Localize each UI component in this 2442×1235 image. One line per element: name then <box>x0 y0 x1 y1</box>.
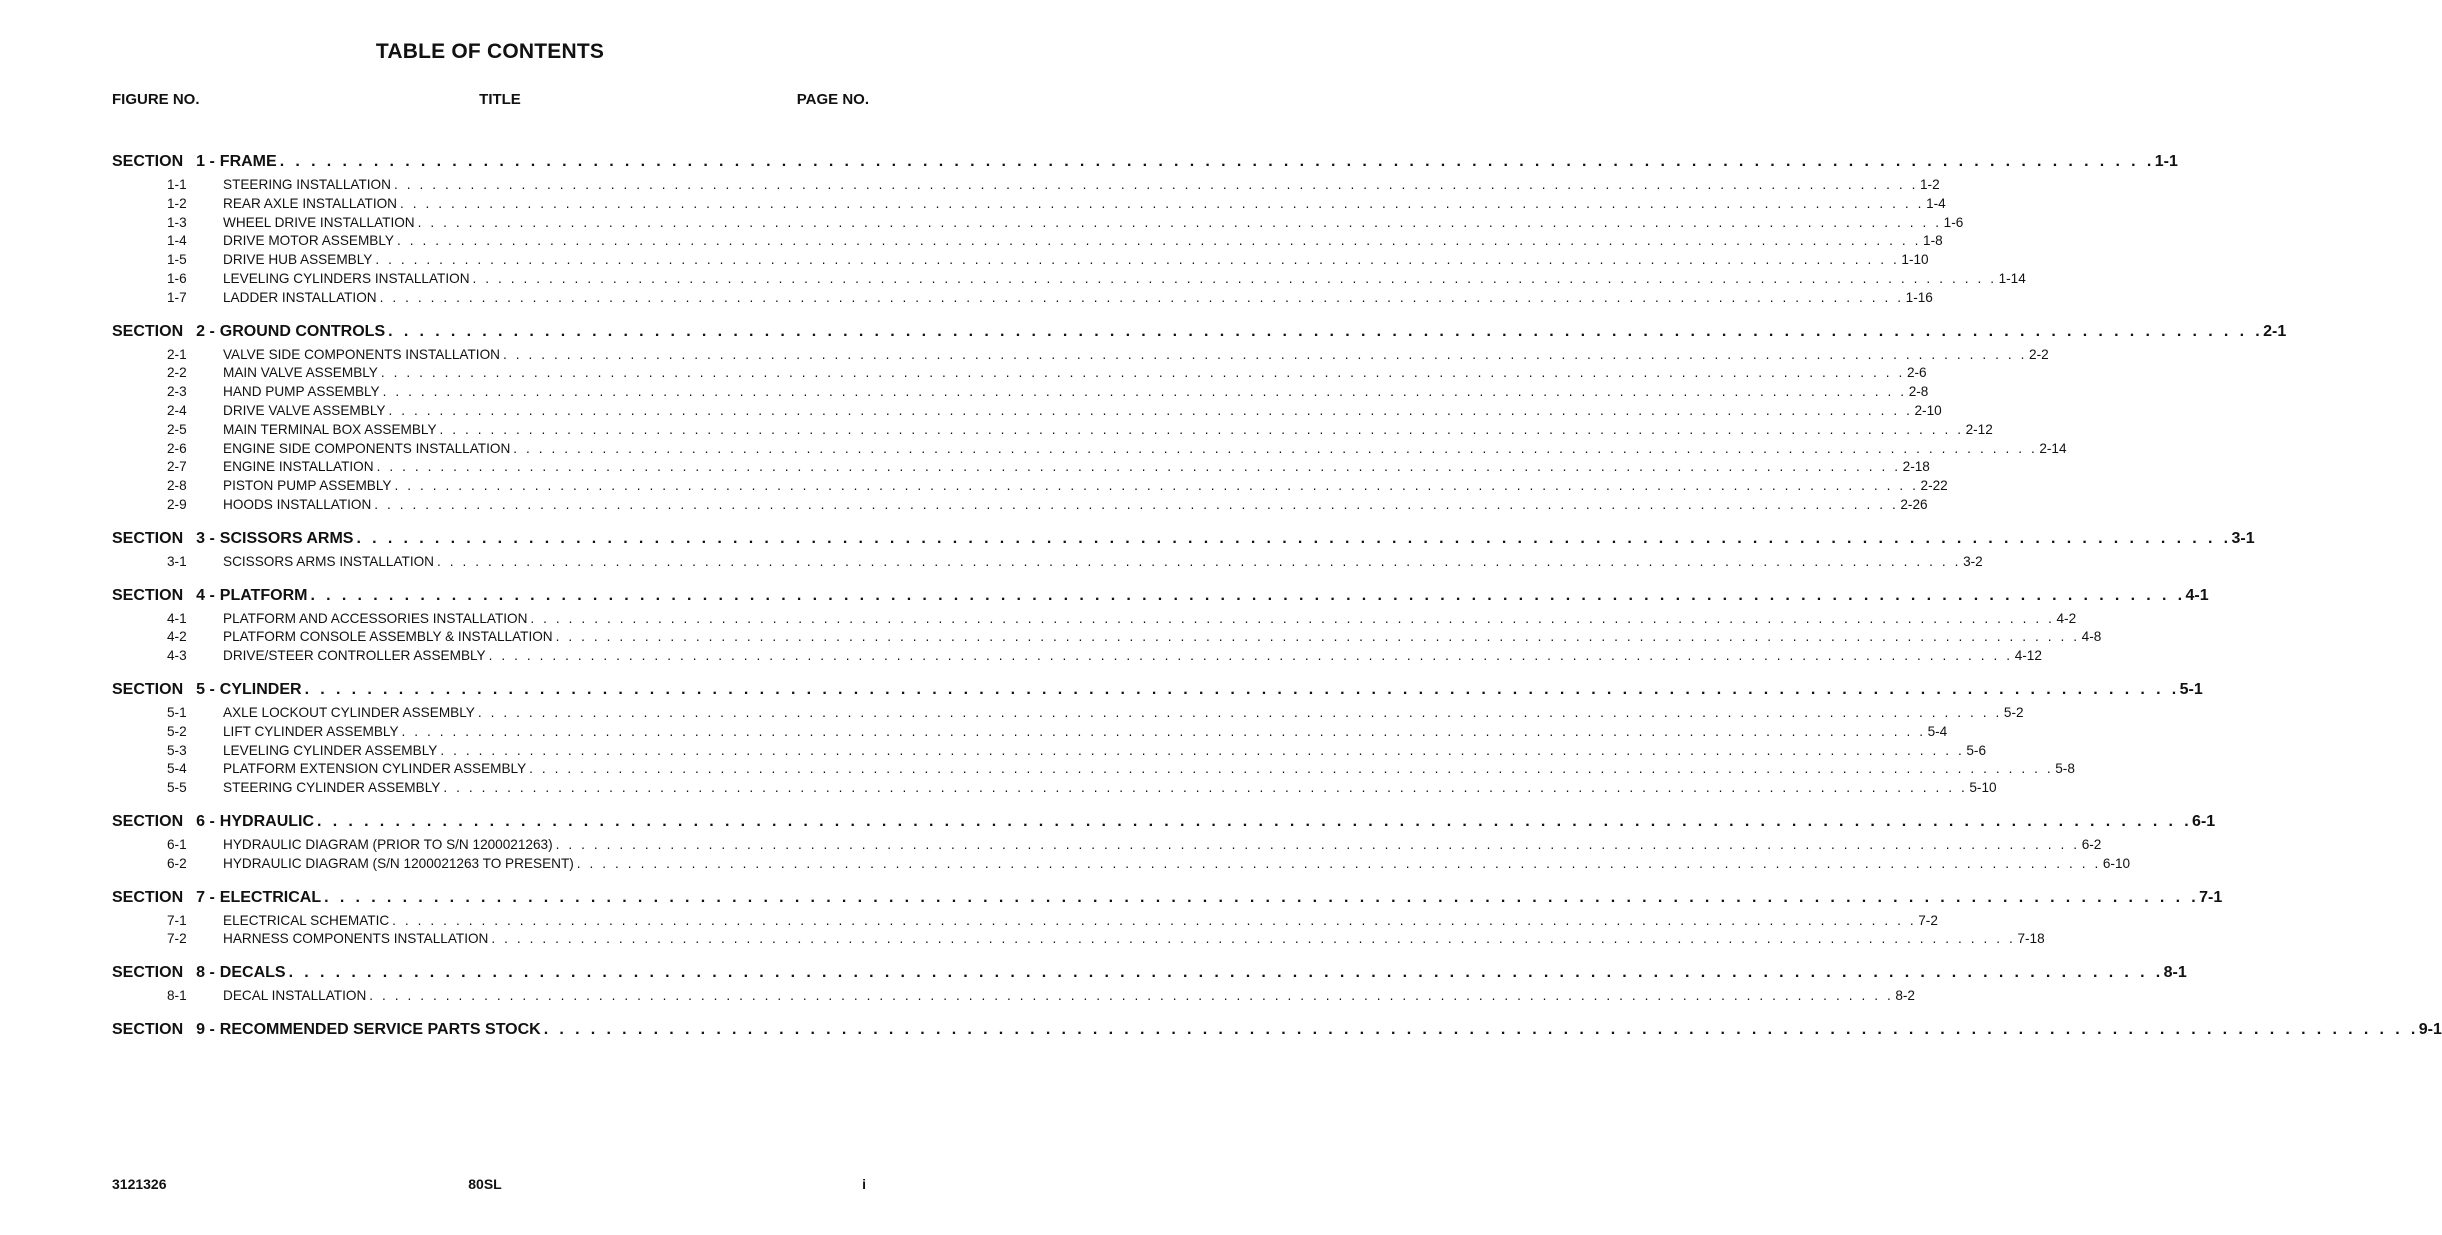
figure-number: 1-5 <box>167 252 187 268</box>
figure-title: PLATFORM AND ACCESSORIES INSTALLATION <box>223 610 528 626</box>
figure-page-number: 3-2 <box>1963 553 1983 569</box>
section-title: PLATFORM <box>219 586 308 604</box>
section-label: SECTION <box>112 888 184 906</box>
figure-title: ELECTRICAL SCHEMATIC <box>223 912 390 928</box>
section-page-number: 7-1 <box>2199 888 2223 906</box>
dot-leader: . . . . . . . . . . . . . . . . . . . . . . . . . . . . . . . . . . . . . . . . . . . . . . . . . . . . . . . . . . . . . . . . . . . . . . . . . . . . . . . . . . . . . . . . . . . . . . . . . . . . . . . . . . . . . . . . . . . . . . . . <box>396 233 1922 249</box>
section-number: 3 - <box>196 529 215 547</box>
figure-page-number: 1-2 <box>1920 177 1940 192</box>
toc-entry[interactable] <box>112 610 2077 629</box>
section-heading[interactable] <box>112 528 2255 550</box>
dot-leader: . . . . . . . . . . . . . . . . . . . . . . . . . . . . . . . . . . . . . . . . . . . . . . . . . . . . . . . . . . . . . . . . . . . . . . . . . . . . . . . . . . . . . . . . . . . . . . . . . . . . . . . . . . . . . . . . . . . . . . . . <box>356 529 2232 547</box>
section-number: 7 - <box>196 888 215 906</box>
figure-title: DRIVE/STEER CONTROLLER ASSEMBLY <box>223 648 486 664</box>
figure-title: DRIVE MOTOR ASSEMBLY <box>223 233 394 249</box>
figure-number: 4-1 <box>167 610 187 626</box>
dot-leader: . . . . . . . . . . . . . . . . . . . . . . . . . . . . . . . . . . . . . . . . . . . . . . . . . . . . . . . . . . . . . . . . . . . . . . . . . . . . . . . . . . . . . . . . . . . . . . . . . . . . . . . . . . . . . . . . . . . . . . . . <box>374 496 1899 512</box>
toc-entry[interactable] <box>112 383 1929 402</box>
figure-title: STEERING CYLINDER ASSEMBLY <box>223 780 441 796</box>
figure-title: STEERING INSTALLATION <box>223 177 391 192</box>
figure-number: 5-4 <box>167 761 187 777</box>
figure-page-number: 2-12 <box>1965 421 1993 437</box>
dot-leader: . . . . . . . . . . . . . . . . . . . . . . . . . . . . . . . . . . . . . . . . . . . . . . . . . . . . . . . . . . . . . . . . . . . . . . . . . . . . . . . . . . . . . . . . . . . . . . . . . . . . . . . . . . . . . . . . . . . . . . . . <box>477 704 2002 720</box>
figure-number: 2-9 <box>167 496 187 512</box>
section-page-number: 8-1 <box>2163 964 2187 982</box>
section-title: CYLINDER <box>219 680 302 698</box>
figure-page-number: 7-2 <box>1918 912 1938 928</box>
section-label: SECTION <box>112 1020 184 1038</box>
toc-entry[interactable] <box>112 251 1929 270</box>
figure-title: LADDER INSTALLATION <box>223 289 377 305</box>
figure-title: DRIVE VALVE ASSEMBLY <box>223 402 386 418</box>
section-page-number: 2-1 <box>2263 322 2287 340</box>
figure-title: LIFT CYLINDER ASSEMBLY <box>223 723 399 739</box>
toc-entry[interactable] <box>112 289 1933 308</box>
section-label: SECTION <box>112 586 184 604</box>
figure-number: 2-5 <box>167 421 187 437</box>
section-number: 1 - <box>196 153 215 170</box>
figure-page-number: 4-2 <box>2056 610 2077 626</box>
section-number: 6 - <box>196 812 215 830</box>
figure-page-number: 6-2 <box>2081 836 2102 852</box>
figure-number: 7-1 <box>167 912 187 928</box>
dot-leader: . . . . . . . . . . . . . . . . . . . . . . . . . . . . . . . . . . . . . . . . . . . . . . . . . . . . . . . . . . . . . . . . . . . . . . . . . . . . . . . . . . . . . . . . . . . . . . . . . . . . . . . . . . . . . . . . . . . . . . . . <box>440 742 1965 758</box>
section-title: ELECTRICAL <box>219 888 322 906</box>
section-heading[interactable] <box>112 962 2187 984</box>
section-label: SECTION <box>112 964 184 982</box>
dot-leader: . . . . . . . . . . . . . . . . . . . . . . . . . . . . . . . . . . . . . . . . . . . . . . . . . . . . . . . . . . . . . . . . . . . . . . . . . . . . . . . . . . . . . . . . . . . . . . . . . . . . . . . . . . . . . . . . . . . . . . . . <box>513 440 2038 456</box>
figure-title: PLATFORM CONSOLE ASSEMBLY & INSTALLATION <box>223 629 553 645</box>
figure-title: ENGINE SIDE COMPONENTS INSTALLATION <box>223 440 511 456</box>
figure-title: VALVE SIDE COMPONENTS INSTALLATION <box>223 346 500 362</box>
toc-entry[interactable] <box>112 723 1948 742</box>
section-label: SECTION <box>112 529 184 547</box>
toc-entry[interactable] <box>112 421 1993 440</box>
dot-leader: . . . . . . . . . . . . . . . . . . . . . . . . . . . . . . . . . . . . . . . . . . . . . . . . . . . . . . . . . . . . . . . . . . . . . . . . . . . . . . . . . . . . . . . . . . . . . . . . . . . . . . . . . . . . . . . . . . . . . . . . <box>543 1020 2419 1038</box>
figure-page-number: 2-18 <box>1902 459 1930 475</box>
figure-page-number: 2-2 <box>2029 346 2049 362</box>
dot-leader: . . . . . . . . . . . . . . . . . . . . . . . . . . . . . . . . . . . . . . . . . . . . . . . . . . . . . . . . . . . . . . . . . . . . . . . . . . . . . . . . . . . . . . . . . . . . . . . . . . . . . . . . . . . . . . . . . . . . . . . . <box>317 812 2193 830</box>
toc-entry[interactable] <box>112 912 1938 931</box>
toc-entry[interactable] <box>112 836 2102 855</box>
figure-title: DRIVE HUB ASSEMBLY <box>223 252 373 268</box>
toc-section <box>112 811 2216 874</box>
figure-title: HAND PUMP ASSEMBLY <box>223 384 380 400</box>
section-title: HYDRAULIC <box>219 812 315 830</box>
dot-leader: . . . . . . . . . . . . . . . . . . . . . . . . . . . . . . . . . . . . . . . . . . . . . . . . . . . . . . . . . . . . . . . . . . . . . . . . . . . . . . . . . . . . . . . . . . . . . . . . . . . . . . . . . . . . . . . . . . . . . . . . <box>417 214 1942 230</box>
dot-leader: . . . . . . . . . . . . . . . . . . . . . . . . . . . . . . . . . . . . . . . . . . . . . . . . . . . . . . . . . . . . . . . . . . . . . . . . . . . . . . . . . . . . . . . . . . . . . . . . . . . . . . . . . . . . . . . . . . . . . . . . <box>324 888 2200 906</box>
figure-page-number: 5-4 <box>1927 723 1948 739</box>
figure-title: SCISSORS ARMS INSTALLATION <box>223 553 435 569</box>
figure-number: 6-1 <box>167 836 187 852</box>
figure-page-number: 8-2 <box>1895 988 1915 1004</box>
toc-entry[interactable] <box>112 195 1946 214</box>
figure-page-number: 1-10 <box>1901 252 1929 268</box>
dot-leader: . . . . . . . . . . . . . . . . . . . . . . . . . . . . . . . . . . . . . . . . . . . . . . . . . . . . . . . . . . . . . . . . . . . . . . . . . . . . . . . . . . . . . . . . . . . . . . . . . . . . . . . . . . . . . . . . . . . . . . . . <box>388 322 2264 340</box>
dot-leader: . . . . . . . . . . . . . . . . . . . . . . . . . . . . . . . . . . . . . . . . . . . . . . . . . . . . . . . . . . . . . . . . . . . . . . . . . . . . . . . . . . . . . . . . . . . . . . . . . . . . . . . . . . . . . . . . . . . . . . . . <box>394 478 1919 494</box>
figure-title: MAIN VALVE ASSEMBLY <box>223 365 378 381</box>
figure-number: 4-2 <box>167 629 187 645</box>
figure-page-number: 2-26 <box>1900 496 1928 512</box>
figure-page-number: 1-6 <box>1943 214 1964 230</box>
section-page-number: 4-1 <box>2185 586 2209 604</box>
figure-number: 2-6 <box>167 440 187 456</box>
figure-number: 2-2 <box>167 365 187 381</box>
dot-leader: . . . . . . . . . . . . . . . . . . . . . . . . . . . . . . . . . . . . . . . . . . . . . . . . . . . . . . . . . . . . . . . . . . . . . . . . . . . . . . . . . . . . . . . . . . . . . . . . . . . . . . . . . . . . . . . . . . . . . . . . <box>376 459 1901 475</box>
column-header-page: PAGE NO. <box>796 91 869 108</box>
figure-number: 2-4 <box>167 402 187 418</box>
column-header-figure: FIGURE NO. <box>112 91 200 108</box>
section-number: 4 - <box>196 586 215 604</box>
dot-leader: . . . . . . . . . . . . . . . . . . . . . . . . . . . . . . . . . . . . . . . . . . . . . . . . . . . . . . . . . . . . . . . . . . . . . . . . . . . . . . . . . . . . . . . . . . . . . . . . . . . . . . . . . . . . . . . . . . . . . . . . <box>393 177 1918 192</box>
figure-title: ENGINE INSTALLATION <box>223 459 374 475</box>
dot-leader: . . . . . . . . . . . . . . . . . . . . . . . . . . . . . . . . . . . . . . . . . . . . . . . . . . . . . . . . . . . . . . . . . . . . . . . . . . . . . . . . . . . . . . . . . . . . . . . . . . . . . . . . . . . . . . . . . . . . . . . . <box>369 988 1894 1004</box>
toc-entry[interactable] <box>112 628 2102 647</box>
dot-leader: . . . . . . . . . . . . . . . . . . . . . . . . . . . . . . . . . . . . . . . . . . . . . . . . . . . . . . . . . . . . . . . . . . . . . . . . . . . . . . . . . . . . . . . . . . . . . . . . . . . . . . . . . . . . . . . . . . . . . . . . <box>491 931 2016 947</box>
section-title: DECALS <box>219 964 286 982</box>
footer-doc-number: 3121326 <box>112 1176 167 1192</box>
dot-leader: . . . . . . . . . . . . . . . . . . . . . . . . . . . . . . . . . . . . . . . . . . . . . . . . . . . . . . . . . . . . . . . . . . . . . . . . . . . . . . . . . . . . . . . . . . . . . . . . . . . . . . . . . . . . . . . . . . . . . . . . <box>439 421 1964 437</box>
section-heading[interactable] <box>112 585 2209 607</box>
figure-number: 1-7 <box>167 289 187 305</box>
figure-title: DECAL INSTALLATION <box>223 988 367 1004</box>
dot-leader: . . . . . . . . . . . . . . . . . . . . . . . . . . . . . . . . . . . . . . . . . . . . . . . . . . . . . . . . . . . . . . . . . . . . . . . . . . . . . . . . . . . . . . . . . . . . . . . . . . . . . . . . . . . . . . . . . . . . . . . . <box>380 365 1905 381</box>
section-number: 9 - <box>196 1020 215 1038</box>
dot-leader: . . . . . . . . . . . . . . . . . . . . . . . . . . . . . . . . . . . . . . . . . . . . . . . . . . . . . . . . . . . . . . . . . . . . . . . . . . . . . . . . . . . . . . . . . . . . . . . . . . . . . . . . . . . . . . . . . . . . . . . . <box>502 346 2028 362</box>
figure-page-number: 2-14 <box>2039 440 2067 456</box>
page-title: TABLE OF CONTENTS <box>375 40 605 63</box>
figure-page-number: 2-6 <box>1906 365 1927 381</box>
figure-number: 7-2 <box>167 931 187 947</box>
section-title: RECOMMENDED SERVICE PARTS STOCK <box>219 1020 541 1038</box>
figure-number: 2-7 <box>167 459 187 475</box>
toc-section <box>112 321 2287 515</box>
toc-entry[interactable] <box>112 553 1983 572</box>
section-title: GROUND CONTROLS <box>219 322 386 340</box>
figure-number: 1-2 <box>167 195 187 211</box>
section-number: 8 - <box>196 964 215 982</box>
section-number: 2 - <box>196 322 215 340</box>
toc-entry[interactable] <box>112 496 1928 515</box>
section-heading[interactable] <box>112 887 2223 909</box>
section-heading[interactable] <box>112 321 2287 343</box>
figure-number: 3-1 <box>167 553 187 569</box>
toc-section <box>112 1019 2442 1041</box>
dot-leader: . . . . . . . . . . . . . . . . . . . . . . . . . . . . . . . . . . . . . . . . . . . . . . . . . . . . . . . . . . . . . . . . . . . . . . . . . . . . . . . . . . . . . . . . . . . . . . . . . . . . . . . . . . . . . . . . . . . . . . . . <box>472 270 1997 286</box>
dot-leader: . . . . . . . . . . . . . . . . . . . . . . . . . . . . . . . . . . . . . . . . . . . . . . . . . . . . . . . . . . . . . . . . . . . . . . . . . . . . . . . . . . . . . . . . . . . . . . . . . . . . . . . . . . . . . . . . . . . . . . . . <box>382 384 1907 400</box>
section-label: SECTION <box>112 322 184 340</box>
toc-entry[interactable] <box>112 270 2026 289</box>
dot-leader: . . . . . . . . . . . . . . . . . . . . . . . . . . . . . . . . . . . . . . . . . . . . . . . . . . . . . . . . . . . . . . . . . . . . . . . . . . . . . . . . . . . . . . . . . . . . . . . . . . . . . . . . . . . . . . . . . . . . . . . . <box>304 680 2180 698</box>
figure-title: PISTON PUMP ASSEMBLY <box>223 478 392 494</box>
section-label: SECTION <box>112 812 184 830</box>
figure-number: 1-4 <box>167 233 187 249</box>
toc-section <box>112 962 2187 1006</box>
figure-title: PLATFORM EXTENSION CYLINDER ASSEMBLY <box>223 761 527 777</box>
toc-entry[interactable] <box>112 855 2131 874</box>
toc-entry[interactable] <box>112 364 1927 383</box>
figure-page-number: 4-12 <box>2014 648 2042 664</box>
figure-number: 5-1 <box>167 704 187 720</box>
figure-number: 5-3 <box>167 742 187 758</box>
figure-number: 1-3 <box>167 214 187 230</box>
dot-leader: . . . . . . . . . . . . . . . . . . . . . . . . . . . . . . . . . . . . . . . . . . . . . . . . . . . . . . . . . . . . . . . . . . . . . . . . . . . . . . . . . . . . . . . . . . . . . . . . . . . . . . . . . . . . . . . . . . . . . . . . <box>443 780 1968 796</box>
section-number: 5 - <box>196 680 215 698</box>
dot-leader: . . . . . . . . . . . . . . . . . . . . . . . . . . . . . . . . . . . . . . . . . . . . . . . . . . . . . . . . . . . . . . . . . . . . . . . . . . . . . . . . . . . . . . . . . . . . . . . . . . . . . . . . . . . . . . . . . . . . . . . . <box>392 912 1917 928</box>
figure-page-number: 7-18 <box>2017 931 2045 947</box>
toc-section <box>112 528 2255 572</box>
toc-entry[interactable] <box>112 779 1997 798</box>
dot-leader: . . . . . . . . . . . . . . . . . . . . . . . . . . . . . . . . . . . . . . . . . . . . . . . . . . . . . . . . . . . . . . . . . . . . . . . . . . . . . . . . . . . . . . . . . . . . . . . . . . . . . . . . . . . . . . . . . . . . . . . . <box>400 195 1925 211</box>
toc-entry[interactable] <box>112 214 1964 233</box>
figure-page-number: 6-10 <box>2102 855 2131 871</box>
figure-page-number: 5-10 <box>1969 780 1997 796</box>
toc-list <box>112 151 2442 1054</box>
dot-leader: . . . . . . . . . . . . . . . . . . . . . . . . . . . . . . . . . . . . . . . . . . . . . . . . . . . . . . . . . . . . . . . . . . . . . . . . . . . . . . . . . . . . . . . . . . . . . . . . . . . . . . . . . . . . . . . . . . . . . . . . <box>488 648 2013 664</box>
toc-entry[interactable] <box>112 930 2045 949</box>
figure-number: 8-1 <box>167 988 187 1004</box>
figure-number: 5-5 <box>167 780 187 796</box>
figure-number: 2-8 <box>167 478 187 494</box>
footer-model: 80SL <box>468 1176 502 1192</box>
figure-page-number: 1-14 <box>1998 270 2026 286</box>
dot-leader: . . . . . . . . . . . . . . . . . . . . . . . . . . . . . . . . . . . . . . . . . . . . . . . . . . . . . . . . . . . . . . . . . . . . . . . . . . . . . . . . . . . . . . . . . . . . . . . . . . . . . . . . . . . . . . . . . . . . . . . . <box>388 402 1913 418</box>
section-page-number: 1-1 <box>2154 153 2178 170</box>
toc-entry[interactable] <box>112 346 2049 365</box>
figure-title: WHEEL DRIVE INSTALLATION <box>223 214 415 230</box>
toc-entry[interactable] <box>112 704 2024 723</box>
toc-entry[interactable] <box>112 477 1948 496</box>
section-page-number: 3-1 <box>2231 529 2255 547</box>
column-header-title: TITLE <box>479 91 521 108</box>
figure-page-number: 1-16 <box>1905 289 1933 305</box>
figure-number: 5-2 <box>167 723 187 739</box>
toc-section <box>112 679 2203 798</box>
dot-leader: . . . . . . . . . . . . . . . . . . . . . . . . . . . . . . . . . . . . . . . . . . . . . . . . . . . . . . . . . . . . . . . . . . . . . . . . . . . . . . . . . . . . . . . . . . . . . . . . . . . . . . . . . . . . . . . . . . . . . . . . <box>310 586 2186 604</box>
toc-entry[interactable] <box>112 176 1940 195</box>
toc-entry[interactable] <box>112 458 1930 477</box>
figure-title: REAR AXLE INSTALLATION <box>223 195 398 211</box>
figure-page-number: 1-4 <box>1926 195 1946 211</box>
dot-leader: . . . . . . . . . . . . . . . . . . . . . . . . . . . . . . . . . . . . . . . . . . . . . . . . . . . . . . . . . . . . . . . . . . . . . . . . . . . . . . . . . . . . . . . . . . . . . . . . . . . . . . . . . . . . . . . . . . . . . . . . <box>555 836 2080 852</box>
figure-title: HYDRAULIC DIAGRAM (PRIOR TO S/N 1200021263) <box>223 836 553 852</box>
figure-number: 4-3 <box>167 648 187 664</box>
toc-entry[interactable] <box>112 402 1942 421</box>
dot-leader: . . . . . . . . . . . . . . . . . . . . . . . . . . . . . . . . . . . . . . . . . . . . . . . . . . . . . . . . . . . . . . . . . . . . . . . . . . . . . . . . . . . . . . . . . . . . . . . . . . . . . . . . . . . . . . . . . . . . . . . . <box>529 761 2054 777</box>
toc-entry[interactable] <box>112 232 1943 251</box>
toc-entry[interactable] <box>112 742 1987 761</box>
dot-leader: . . . . . . . . . . . . . . . . . . . . . . . . . . . . . . . . . . . . . . . . . . . . . . . . . . . . . . . . . . . . . . . . . . . . . . . . . . . . . . . . . . . . . . . . . . . . . . . . . . . . . . . . . . . . . . . . . . . . . . . . <box>288 964 2164 982</box>
figure-title: AXLE LOCKOUT CYLINDER ASSEMBLY <box>223 704 475 720</box>
figure-page-number: 2-8 <box>1908 384 1929 400</box>
figure-title: HYDRAULIC DIAGRAM (S/N 1200021263 TO PRESENT) <box>223 855 574 871</box>
figure-page-number: 1-8 <box>1923 233 1943 249</box>
dot-leader: . . . . . . . . . . . . . . . . . . . . . . . . . . . . . . . . . . . . . . . . . . . . . . . . . . . . . . . . . . . . . . . . . . . . . . . . . . . . . . . . . . . . . . . . . . . . . . . . . . . . . . . . . . . . . . . . . . . . . . . . <box>530 610 2055 626</box>
figure-number: 2-1 <box>167 346 187 362</box>
dot-leader: . . . . . . . . . . . . . . . . . . . . . . . . . . . . . . . . . . . . . . . . . . . . . . . . . . . . . . . . . . . . . . . . . . . . . . . . . . . . . . . . . . . . . . . . . . . . . . . . . . . . . . . . . . . . . . . . . . . . . . . . <box>379 289 1904 305</box>
section-heading[interactable] <box>112 1019 2442 1041</box>
figure-page-number: 4-8 <box>2081 629 2102 645</box>
dot-leader: . . . . . . . . . . . . . . . . . . . . . . . . . . . . . . . . . . . . . . . . . . . . . . . . . . . . . . . . . . . . . . . . . . . . . . . . . . . . . . . . . . . . . . . . . . . . . . . . . . . . . . . . . . . . . . . . . . . . . . . . <box>279 153 2155 170</box>
section-page-number: 9-1 <box>2418 1020 2442 1038</box>
figure-title: HOODS INSTALLATION <box>223 496 372 512</box>
section-label: SECTION <box>112 680 184 698</box>
figure-number: 2-3 <box>167 384 187 400</box>
figure-number: 6-2 <box>167 855 187 871</box>
toc-entry[interactable] <box>112 440 2067 459</box>
footer-page-number: i <box>862 1176 866 1192</box>
section-title: SCISSORS ARMS <box>219 529 354 547</box>
figure-page-number: 2-10 <box>1914 402 1942 418</box>
toc-section <box>112 887 2223 950</box>
toc-section <box>112 585 2209 666</box>
figure-title: HARNESS COMPONENTS INSTALLATION <box>223 931 489 947</box>
dot-leader: . . . . . . . . . . . . . . . . . . . . . . . . . . . . . . . . . . . . . . . . . . . . . . . . . . . . . . . . . . . . . . . . . . . . . . . . . . . . . . . . . . . . . . . . . . . . . . . . . . . . . . . . . . . . . . . . . . . . . . . . <box>555 629 2080 645</box>
section-heading[interactable] <box>112 151 2178 173</box>
toc-entry[interactable] <box>112 760 2075 779</box>
figure-page-number: 2-22 <box>1920 478 1948 494</box>
figure-title: MAIN TERMINAL BOX ASSEMBLY <box>223 421 437 437</box>
figure-page-number: 5-8 <box>2055 761 2075 777</box>
toc-entry[interactable] <box>112 987 1915 1006</box>
toc-entry[interactable] <box>112 647 2042 666</box>
section-page-number: 5-1 <box>2179 680 2203 698</box>
dot-leader: . . . . . . . . . . . . . . . . . . . . . . . . . . . . . . . . . . . . . . . . . . . . . . . . . . . . . . . . . . . . . . . . . . . . . . . . . . . . . . . . . . . . . . . . . . . . . . . . . . . . . . . . . . . . . . . . . . . . . . . . <box>437 553 1962 569</box>
figure-page-number: 5-6 <box>1966 742 1987 758</box>
section-page-number: 6-1 <box>2192 812 2216 830</box>
figure-title: LEVELING CYLINDERS INSTALLATION <box>223 270 470 286</box>
figure-number: 1-6 <box>167 270 187 286</box>
section-title: FRAME <box>219 153 277 170</box>
dot-leader: . . . . . . . . . . . . . . . . . . . . . . . . . . . . . . . . . . . . . . . . . . . . . . . . . . . . . . . . . . . . . . . . . . . . . . . . . . . . . . . . . . . . . . . . . . . . . . . . . . . . . . . . . . . . . . . . . . . . . . . . <box>401 723 1926 739</box>
toc-section <box>112 151 2178 308</box>
section-heading[interactable] <box>112 679 2203 701</box>
section-heading[interactable] <box>112 811 2216 833</box>
figure-title: LEVELING CYLINDER ASSEMBLY <box>223 742 438 758</box>
dot-leader: . . . . . . . . . . . . . . . . . . . . . . . . . . . . . . . . . . . . . . . . . . . . . . . . . . . . . . . . . . . . . . . . . . . . . . . . . . . . . . . . . . . . . . . . . . . . . . . . . . . . . . . . . . . . . . . . . . . . . . . . <box>576 855 2101 871</box>
section-label: SECTION <box>112 153 184 170</box>
figure-number: 1-1 <box>167 177 187 192</box>
dot-leader: . . . . . . . . . . . . . . . . . . . . . . . . . . . . . . . . . . . . . . . . . . . . . . . . . . . . . . . . . . . . . . . . . . . . . . . . . . . . . . . . . . . . . . . . . . . . . . . . . . . . . . . . . . . . . . . . . . . . . . . . <box>375 252 1900 268</box>
figure-page-number: 5-2 <box>2003 704 2024 720</box>
